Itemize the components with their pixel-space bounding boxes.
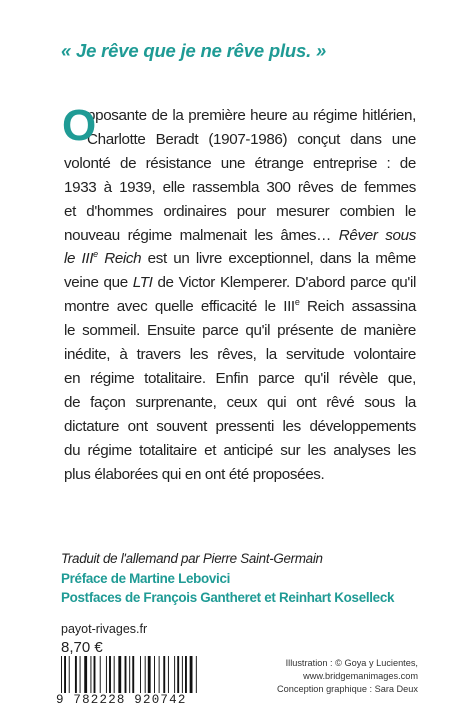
illustration-credit-line: www.bridgemanimages.com: [303, 670, 418, 681]
description-line: inédite, à travers les rêves, la servitude volontaire: [64, 346, 416, 364]
description-line: montre avec quelle efficacité le IIIe Reich assassina: [64, 297, 416, 316]
description-line: veine que LTI de Victor Klemperer. D'abord parce qu'il: [64, 274, 416, 292]
postfaces-credit: Postfaces de François Gantheret et Reinhart Koselleck: [61, 590, 395, 605]
description-line: pposante de la première heure au régime hitlérien,: [87, 107, 416, 124]
description-line: de façon surprenante, ceux qui ont rêvé sous la: [64, 393, 416, 411]
publisher-meta: [61, 620, 147, 657]
illustration-credit-line: Illustration : © Goya y Lucientes,: [285, 658, 418, 668]
description-line: et d'hommes ordinaires pour mesurer combien le: [64, 202, 416, 220]
drop-cap-letter: O: [62, 101, 96, 150]
book-title-italic: Rêver sous: [338, 226, 416, 244]
preface-credit: Préface de Martine Lebovici: [61, 570, 231, 586]
publisher-website: payot-rivages.fr: [61, 622, 148, 636]
translator-credit: Traduit de l'allemand par Pierre Saint-Germain: [61, 551, 323, 566]
design-credit-line: Conception graphique : Sara Deux: [277, 683, 418, 694]
isbn-number: 9 782228 920742: [56, 693, 218, 707]
back-cover-quote: « Je rêve que je ne rêve plus. »: [61, 40, 327, 61]
description-paragraph: [62, 101, 416, 487]
description-line: volonté de résistance une étrange entreprise : de: [64, 154, 416, 172]
description-line: plus élaborées qui en ont été proposées.: [64, 465, 325, 483]
description-line: nouveau régime malmenait les âmes… Rêver sous: [64, 226, 416, 244]
illustration-credits: [277, 657, 418, 695]
description-line: Charlotte Beradt (1907-1986) conçut dans une: [87, 130, 416, 148]
description-line: dictature ont souvent pressenti les développements: [64, 417, 416, 435]
description-line: 1933 à 1939, elle rassembla 300 rêves de femmes: [64, 178, 416, 196]
price-label: 8,70 €: [61, 639, 103, 656]
description-line: le IIIe Reich est un livre exceptionnel, dans la même: [64, 249, 416, 268]
description-line: en régime totalitaire. Enfin parce qu'il révèle que,: [64, 369, 416, 387]
description-line: du régime totalitaire et anticipé sur les analyses les: [64, 441, 416, 459]
credits-block: [61, 549, 441, 608]
description-line: le sommeil. Ensuite parce qu'il présente de manière: [64, 322, 416, 340]
lti-title-italic: LTI: [132, 274, 153, 292]
